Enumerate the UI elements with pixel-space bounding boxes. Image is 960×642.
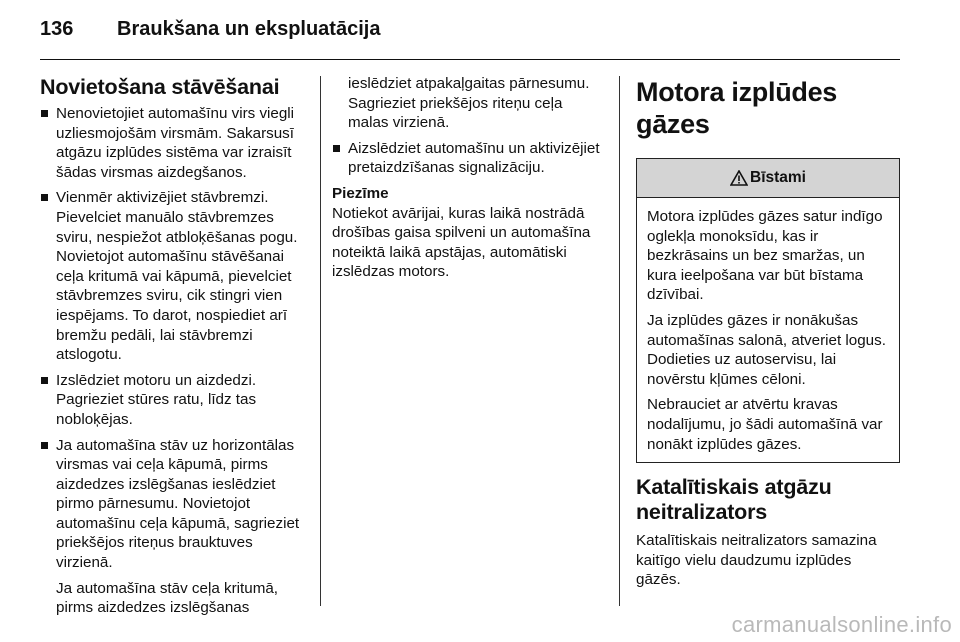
warning-triangle-icon <box>730 170 748 186</box>
list-item: Ja automašīna stāv uz horizontālas virsmas vai ceļa kāpumā, pirms aizdedzes izslēgšanas ieslēdziet pirmo pārnesumu. Novietojot automašīnu ceļa kāpumā, sagrieziet priekšējos riteņus brauktuves virzienā. Ja automašīna stāv ceļa kritumā, pirms aizdedzes izslēgšanas <box>40 436 308 618</box>
warning-title: Bīstami <box>750 169 806 187</box>
page-header <box>40 18 380 48</box>
bullet-icon <box>41 442 48 449</box>
column-divider-2 <box>619 76 620 606</box>
parking-bullet-list-cont <box>332 139 604 178</box>
warning-paragraph: Ja izplūdes gāzes ir nonākušas automašīnas salonā, atveriet logus. Dodieties uz autoservisu, lai novērstu kļūmes cēloni. <box>647 311 886 388</box>
list-item-continuation: ieslēdziet atpakaļgaitas pārnesumu. Sagrieziet priekšējos riteņu ceļa malas virzienā. <box>348 75 590 132</box>
warning-paragraph: Motora izplūdes gāzes satur indīgo oglekļa monoksīdu, kas ir bezkrāsains un bez smaržas, un kura ieelpošana var būt bīstama dzīvībai. <box>647 208 883 304</box>
warning-paragraph: Nebrauciet ar atvērtu kravas nodalījumu, jo šādi automašīnā var nonākt izplūdes gāzes. <box>647 396 883 453</box>
list-item: Nenovietojiet automašīnu virs viegli uzliesmojošām virsmām. Sakarsusī atgāzu izplūdes sistēma var izraisīt šādas virsmas aizdegšanos. <box>40 104 308 182</box>
column-1 <box>40 74 308 624</box>
bullet-icon <box>41 377 48 384</box>
warning-header <box>637 159 899 198</box>
bullet-icon <box>41 110 48 117</box>
warning-body <box>637 198 899 462</box>
bullet-icon <box>41 194 48 201</box>
parking-bullet-list <box>40 104 308 618</box>
page-number: 136 <box>40 18 74 40</box>
watermark: carmanualsonline.info <box>731 612 952 637</box>
bullet-icon <box>333 145 340 152</box>
header-rule <box>40 59 900 60</box>
column-divider-1 <box>320 76 321 606</box>
list-item: Aizslēdziet automašīnu un aktivizējiet pretaizdzīšanas signalizāciju. <box>332 139 604 178</box>
list-item: Izslēdziet motoru un aizdedzi. Pagrieziet stūres ratu, līdz tas nobloķējas. <box>40 371 308 430</box>
chapter-title: Braukšana un ekspluatācija <box>117 18 381 40</box>
note-text: Notiekot avārijai, kuras laikā nostrādā drošības gaisa spilveni un automašīna noteiktā laikā apstājas, automātiski izslēdzas motors. <box>332 204 591 281</box>
warning-box <box>636 158 900 463</box>
list-item-continuation: Ja automašīna stāv ceļa kritumā, pirms aizdedzes izslēgšanas <box>56 579 279 617</box>
list-item: Vienmēr aktivizējiet stāvbremzi. Pievelciet manuālo stāvbremzes sviru, nespiežot atbloķēšanas pogu. Novietojot automašīnu stāvēšanai ceļa kritumā vai kāpumā, pievelciet stāvbremzes sviru, cik stingri vien iespējams. To darot, nospiediet arī bremžu pedāli, lai stāvbremzi atslogotu. <box>40 188 308 364</box>
column-3 <box>636 74 900 590</box>
section-heading-catalytic: Katalītiskais atgāzu neitralizators <box>636 475 832 525</box>
section-heading-parking: Novietošana stāvēšanai <box>40 75 280 99</box>
catalytic-text: Katalītiskais neitralizators samazina kaitīgo vielu daudzumu izplūdes gāzēs. <box>636 532 877 589</box>
section-heading-exhaust: Motora izplūdes gāzes <box>636 77 838 139</box>
column-2 <box>332 74 604 282</box>
note-title: Piezīme <box>332 184 389 202</box>
